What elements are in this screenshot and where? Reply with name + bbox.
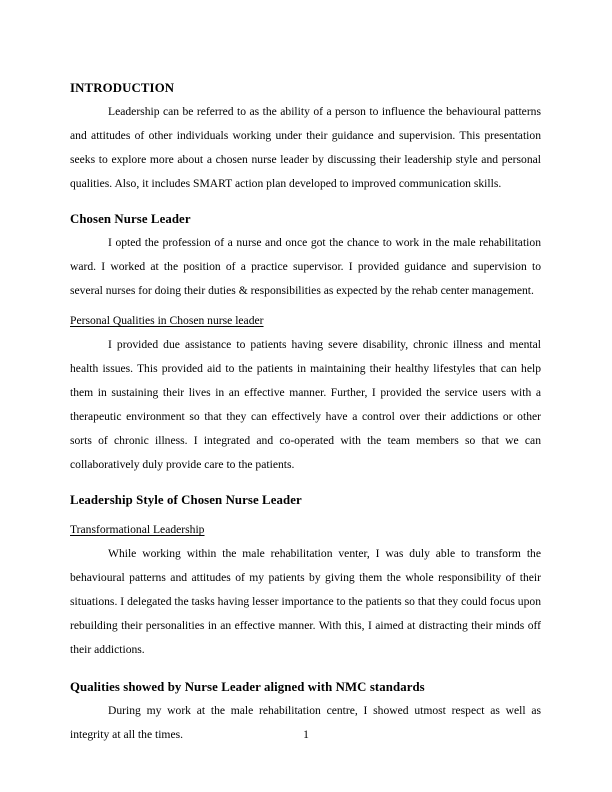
- subheading-personal-qualities: [70, 309, 541, 333]
- paragraph-introduction: Leadership can be referred to as the ability of a person to influence the behavioural patterns and attitudes of other individuals working under their guidance and supervision. This presentation seeks to explore more about a chosen nurse leader by discussing their leadership style and personal qualities. Also, it includes SMART action plan developed to improved communication skills.: [70, 105, 541, 190]
- subheading-personal-qualities-label: Personal Qualities in Chosen nurse leader: [70, 314, 264, 327]
- document-body: [70, 76, 541, 747]
- section-heading-introduction: INTRODUCTION: [70, 81, 175, 95]
- paragraph-transformational-leadership: While working within the male rehabilitation venter, I was duly able to transform the behavioural patterns and attitudes of my patients by giving them the whole responsibility of their situations. I delegated the tasks having lesser importance to the patients so that they could focus upon rebuilding their personalities in an effective manner. With this, I aimed at distracting their minds off their addictions.: [70, 547, 541, 656]
- paragraph-personal-qualities: I provided due assistance to patients having severe disability, chronic illness and mental health issues. This provided aid to the patients in maintaining their healthy lifestyles that can help them in sustaining their lives in an effective manner. Further, I provided the service users with a therapeutic environment so that they can effectively have a control over their addictions or other sorts of chronic illness. I integrated and co-operated with the team members so that we can collaboratively duly provide care to the patients.: [70, 338, 541, 471]
- section-heading-chosen-nurse-leader: Chosen Nurse Leader: [70, 212, 191, 226]
- section-heading-leadership-style: Leadership Style of Chosen Nurse Leader: [70, 493, 302, 507]
- section-spacer: [70, 477, 541, 488]
- subheading-transformational-leadership: [70, 518, 541, 542]
- subheading-transformational-leadership-label: Transformational Leadership: [70, 523, 205, 536]
- section-heading-nmc-standards: Qualities showed by Nurse Leader aligned with NMC standards: [70, 680, 425, 694]
- section-spacer: [70, 196, 541, 207]
- paragraph-nmc-standards: During my work at the male rehabilitation centre, I showed utmost respect as well as integrity at all the times.: [70, 704, 541, 741]
- paragraph-chosen-nurse-leader: I opted the profession of a nurse and once got the chance to work in the male rehabilitation ward. I worked at the position of a practice supervisor. I provided guidance and supervision to several nurses for doing their duties & responsibilities as expected by the rehab center management.: [70, 236, 541, 297]
- page-number: 1: [303, 728, 309, 741]
- section-spacer: [70, 662, 541, 675]
